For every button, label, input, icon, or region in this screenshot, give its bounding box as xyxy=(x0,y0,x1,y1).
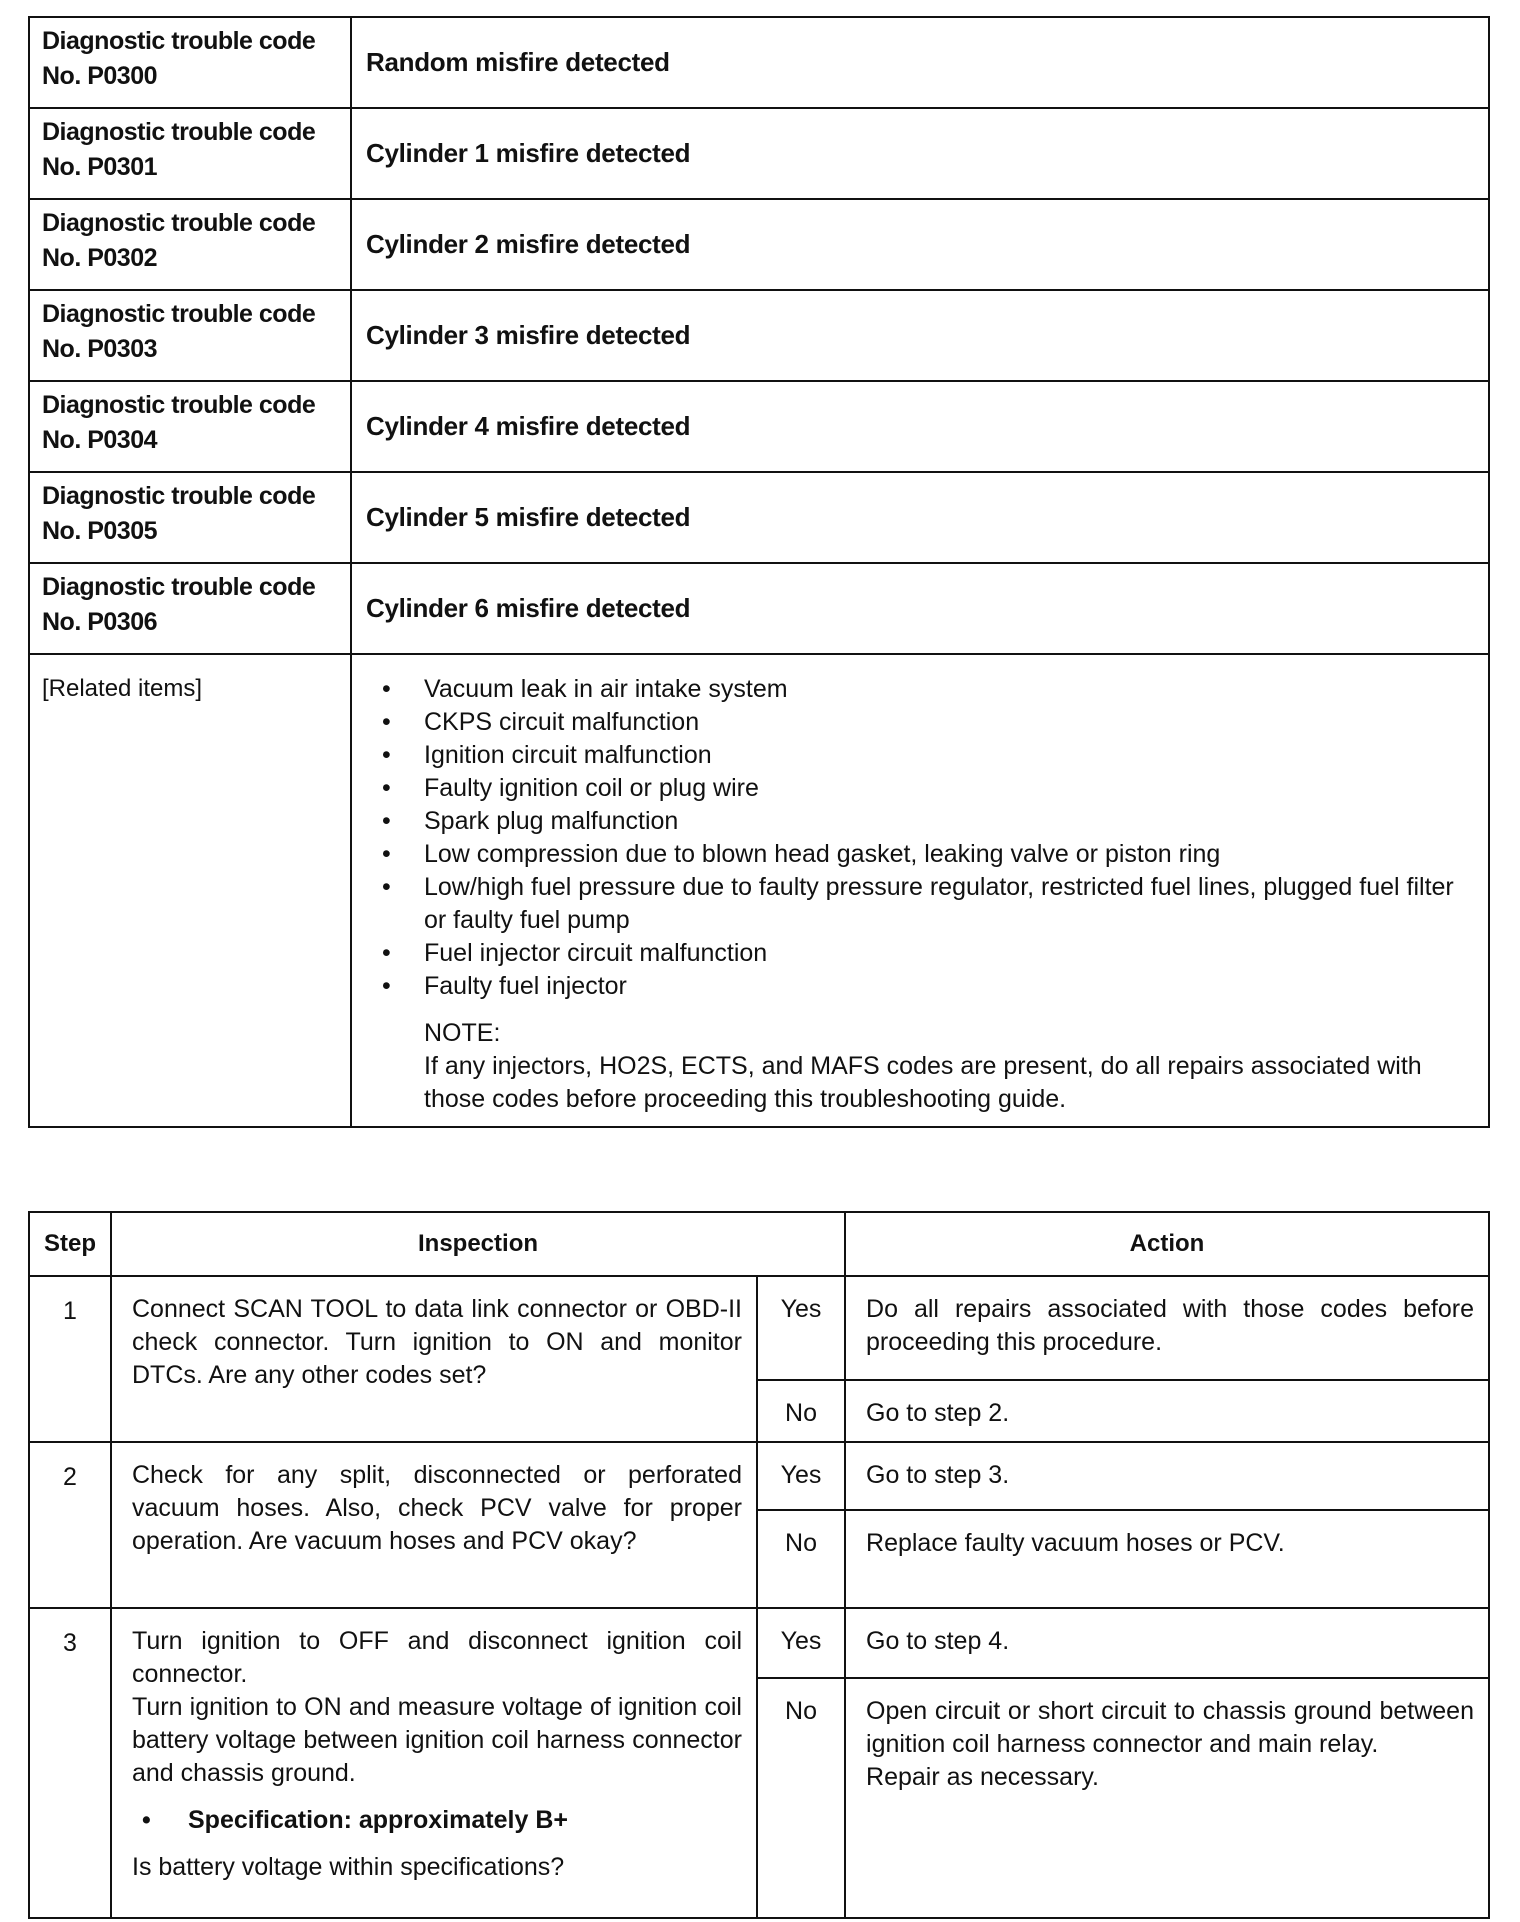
dtc-description: Cylinder 6 misfire detected xyxy=(351,563,1489,654)
dtc-row-p0301 xyxy=(29,108,1489,199)
dtc-code: No. P0306 xyxy=(42,608,158,636)
note-block xyxy=(366,1017,1474,1116)
step-2-yes-row xyxy=(29,1442,1489,1510)
dtc-code: No. P0305 xyxy=(42,517,158,545)
dtc-label-line1: Diagnostic trouble code xyxy=(42,118,316,146)
no-action-cell xyxy=(845,1678,1489,1918)
step-3-yes-row xyxy=(29,1608,1489,1678)
dtc-code: No. P0302 xyxy=(42,244,158,272)
yes-label: Yes xyxy=(757,1442,845,1510)
related-item: • Faulty ignition coil or plug wire xyxy=(366,772,1474,805)
note-title: NOTE: xyxy=(424,1019,501,1047)
step-1-yes-row xyxy=(29,1276,1489,1380)
dtc-label-line1: Diagnostic trouble code xyxy=(42,209,316,237)
dtc-label-cell xyxy=(29,108,351,199)
dtc-table xyxy=(28,16,1490,1128)
related-item: • Low compression due to blown head gasket, leaking valve or piston ring xyxy=(366,838,1474,871)
no-label: No xyxy=(757,1678,845,1918)
dtc-code: No. P0301 xyxy=(42,153,158,181)
dtc-label-cell xyxy=(29,199,351,290)
steps-table-container xyxy=(28,1211,1490,1919)
dtc-description: Cylinder 4 misfire detected xyxy=(351,381,1489,472)
yes-label: Yes xyxy=(757,1276,845,1380)
dtc-row-p0300 xyxy=(29,17,1489,108)
dtc-row-p0303 xyxy=(29,290,1489,381)
dtc-label-cell xyxy=(29,17,351,108)
step-number: 1 xyxy=(29,1276,111,1442)
related-item: • Faulty fuel injector xyxy=(366,970,1474,1003)
yes-action: Go to step 4. xyxy=(845,1608,1489,1678)
dtc-label-cell xyxy=(29,381,351,472)
dtc-label-cell xyxy=(29,472,351,563)
step-inspection-part2: Turn ignition to ON and measure voltage of ignition coil battery voltage between ignition coil harness connector and chassis ground. xyxy=(132,1693,742,1787)
steps-table xyxy=(28,1211,1490,1919)
dtc-code: No. P0300 xyxy=(42,62,158,90)
no-label: No xyxy=(757,1510,845,1608)
yes-action: Go to step 3. xyxy=(845,1442,1489,1510)
no-label: No xyxy=(757,1380,845,1442)
dtc-label-cell xyxy=(29,290,351,381)
step-inspection-question: Is battery voltage within specifications? xyxy=(132,1853,565,1881)
related-item: • CKPS circuit malfunction xyxy=(366,706,1474,739)
step-number: 2 xyxy=(29,1442,111,1608)
dtc-label-line1: Diagnostic trouble code xyxy=(42,300,316,328)
related-item: • Fuel injector circuit malfunction xyxy=(366,937,1474,970)
dtc-description: Cylinder 2 misfire detected xyxy=(351,199,1489,290)
step-inspection: Check for any split, disconnected or perforated vacuum hoses. Also, check PCV valve for proper operation. Are vacuum hoses and PCV okay? xyxy=(111,1442,757,1608)
bullet-icon: • xyxy=(142,1806,151,1834)
related-items-label: [Related items] xyxy=(29,654,351,1127)
dtc-description: Cylinder 3 misfire detected xyxy=(351,290,1489,381)
related-items-cell xyxy=(351,654,1489,1127)
step-header: Step xyxy=(29,1212,111,1276)
specification xyxy=(132,1804,742,1837)
related-item: • Spark plug malfunction xyxy=(366,805,1474,838)
yes-action: Do all repairs associated with those codes before proceeding this procedure. xyxy=(845,1276,1489,1380)
dtc-description: Cylinder 5 misfire detected xyxy=(351,472,1489,563)
dtc-description: Random misfire detected xyxy=(351,17,1489,108)
yes-label: Yes xyxy=(757,1608,845,1678)
dtc-label-line1: Diagnostic trouble code xyxy=(42,573,316,601)
step-inspection-part1: Turn ignition to OFF and disconnect ignition coil connector. xyxy=(132,1627,742,1688)
dtc-label-line1: Diagnostic trouble code xyxy=(42,391,316,419)
dtc-row-p0304 xyxy=(29,381,1489,472)
related-item: • Ignition circuit malfunction xyxy=(366,739,1474,772)
related-item: • Low/high fuel pressure due to faulty pressure regulator, restricted fuel lines, plugged fuel filter or faulty fuel pump xyxy=(366,871,1474,937)
dtc-row-p0302 xyxy=(29,199,1489,290)
dtc-label-line1: Diagnostic trouble code xyxy=(42,482,316,510)
dtc-code: No. P0304 xyxy=(42,426,158,454)
step-inspection-cell xyxy=(111,1608,757,1918)
note-text: If any injectors, HO2S, ECTS, and MAFS codes are present, do all repairs associated with those codes before proceeding this troubleshooting guide. xyxy=(424,1052,1422,1113)
dtc-table-container xyxy=(28,16,1490,1128)
no-action: Go to step 2. xyxy=(845,1380,1489,1442)
dtc-label-cell xyxy=(29,563,351,654)
no-action-part1: Open circuit or short circuit to chassis ground between ignition coil harness connector and main relay. xyxy=(866,1697,1474,1758)
related-item: • Vacuum leak in air intake system xyxy=(366,673,1474,706)
no-action-part2: Repair as necessary. xyxy=(866,1763,1099,1791)
related-items-list xyxy=(366,673,1474,1003)
dtc-description: Cylinder 1 misfire detected xyxy=(351,108,1489,199)
steps-header-row xyxy=(29,1212,1489,1276)
action-header: Action xyxy=(845,1212,1489,1276)
dtc-row-p0305 xyxy=(29,472,1489,563)
dtc-code: No. P0303 xyxy=(42,335,158,363)
related-items-row xyxy=(29,654,1489,1127)
step-inspection: Connect SCAN TOOL to data link connector or OBD-II check connector. Turn ignition to ON and monitor DTCs. Are any other codes set? xyxy=(111,1276,757,1442)
dtc-label-line1: Diagnostic trouble code xyxy=(42,27,316,55)
dtc-row-p0306 xyxy=(29,563,1489,654)
step-number: 3 xyxy=(29,1608,111,1918)
specification-text: Specification: approximately B+ xyxy=(188,1806,568,1834)
inspection-header: Inspection xyxy=(111,1212,845,1276)
no-action: Replace faulty vacuum hoses or PCV. xyxy=(845,1510,1489,1608)
